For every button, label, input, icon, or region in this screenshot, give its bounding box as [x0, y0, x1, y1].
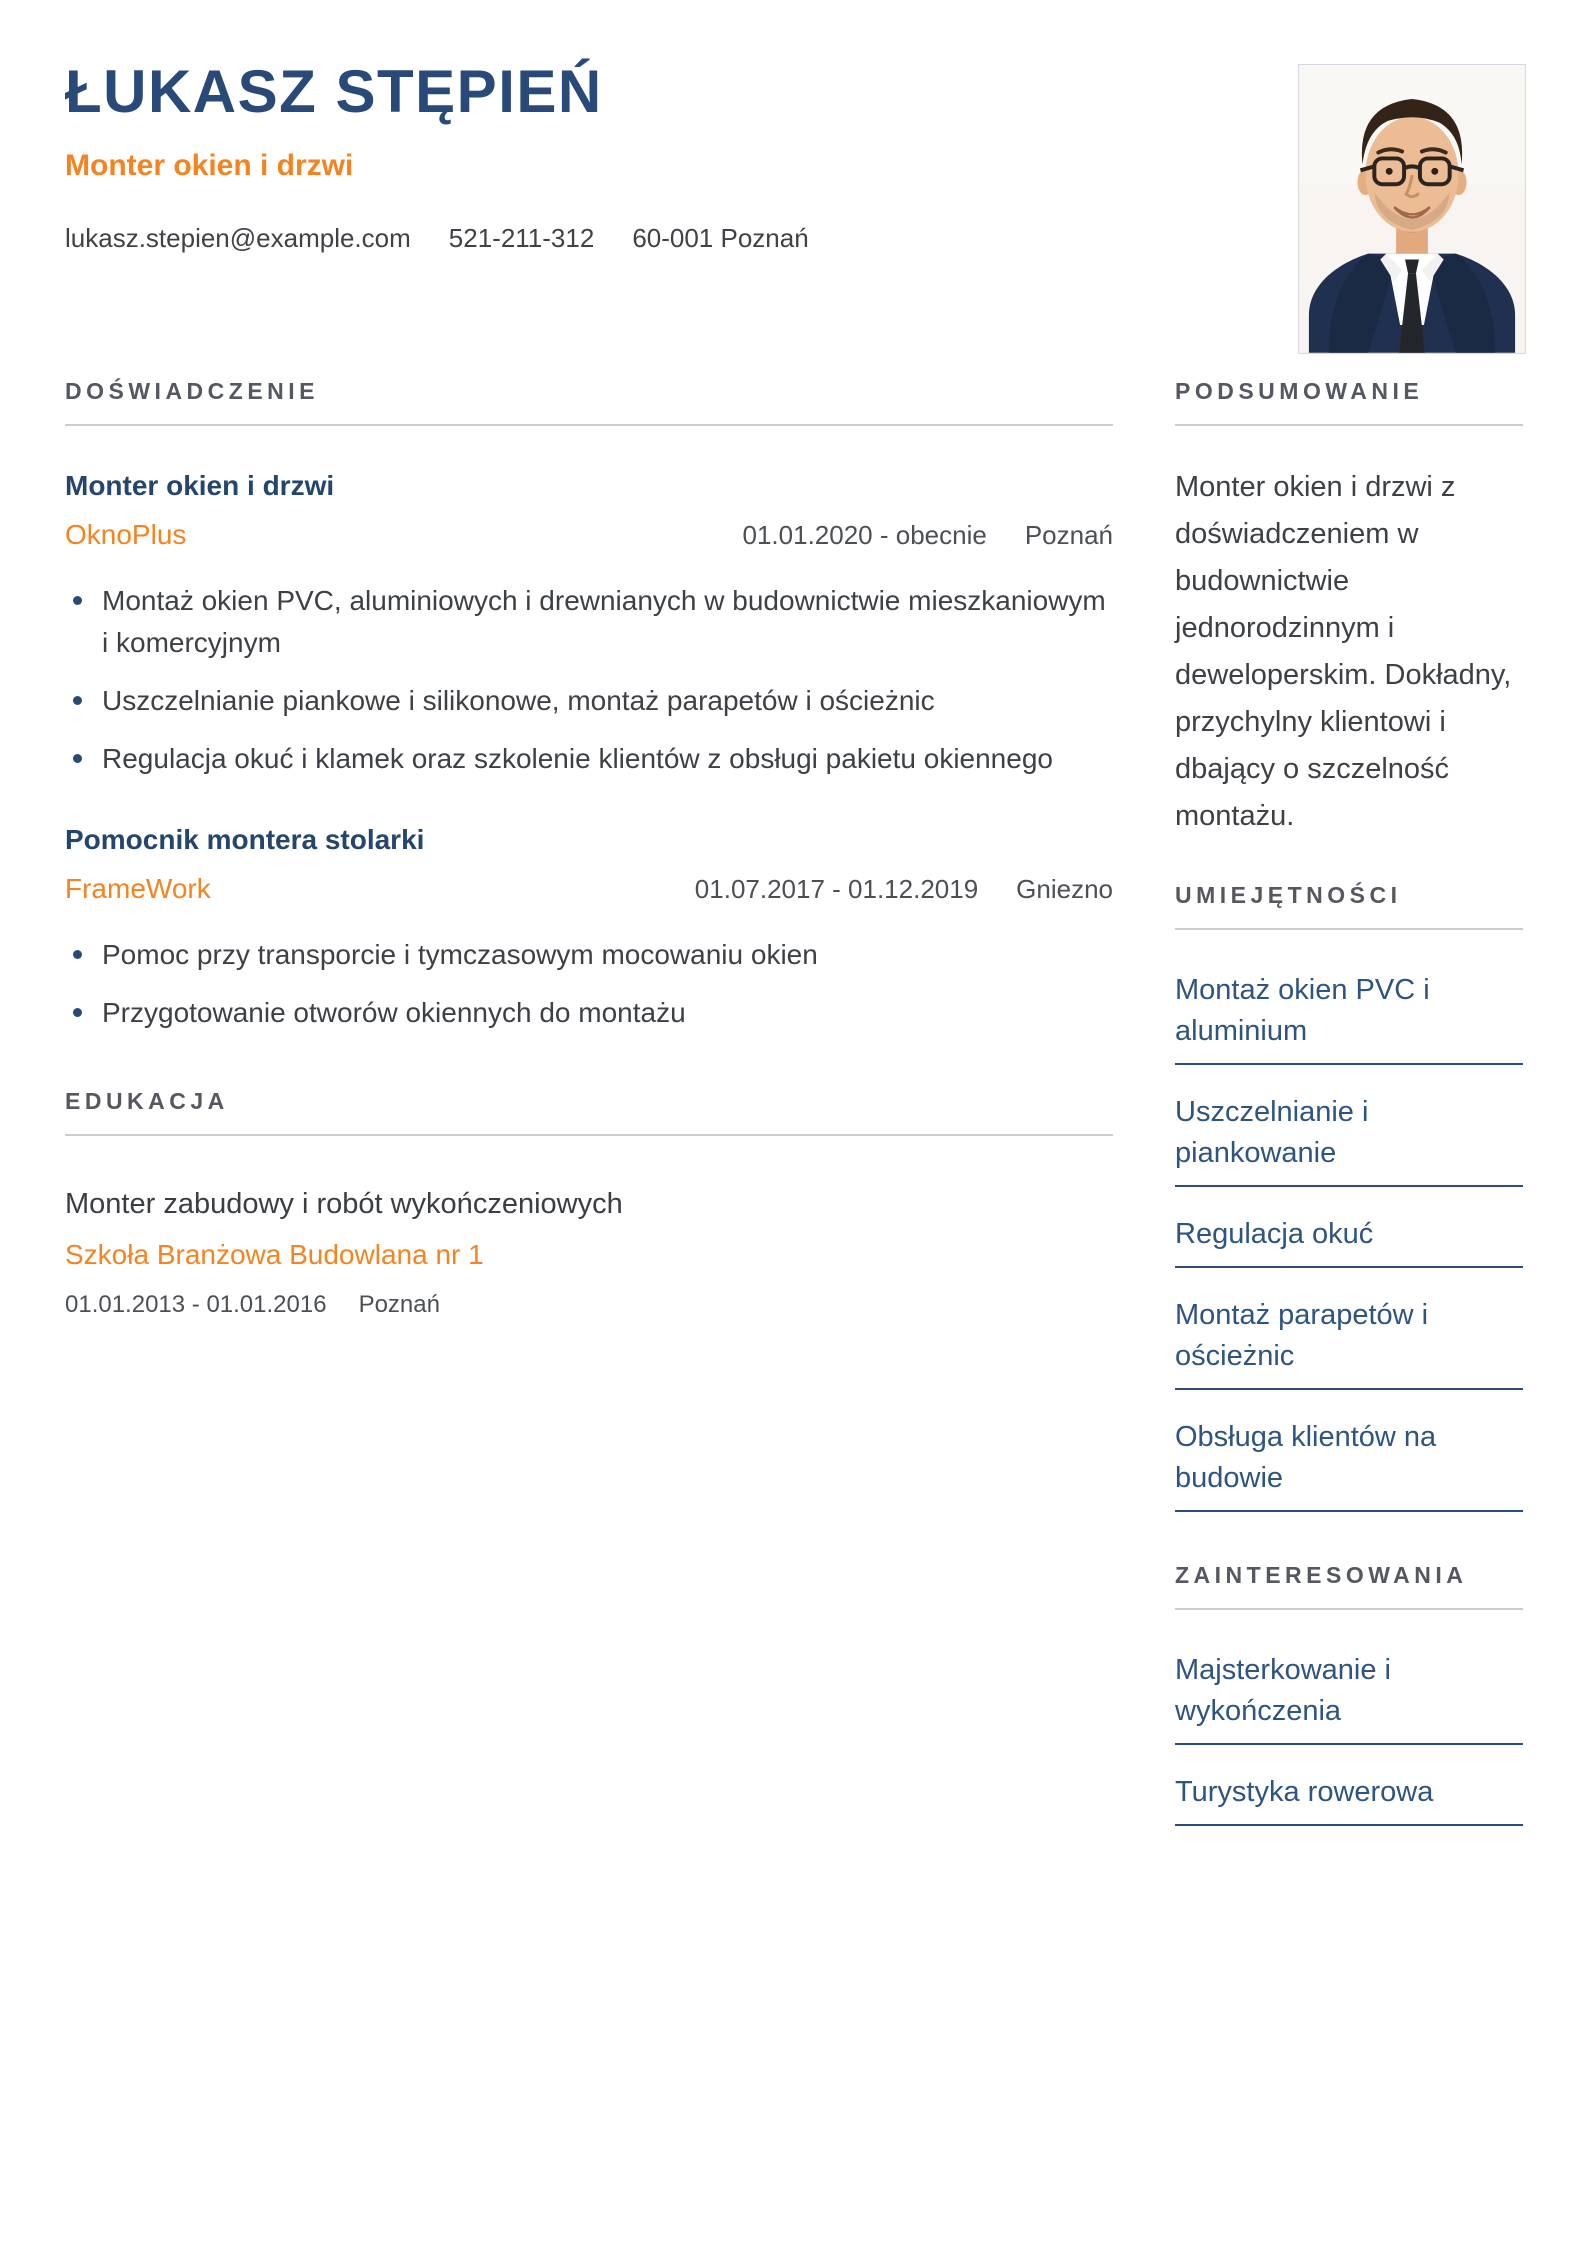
- job-entry: [65, 824, 1113, 1034]
- job-title: Pomocnik montera stolarki: [65, 824, 425, 855]
- skill-item: Montaż okien PVC i aluminium: [1175, 970, 1523, 1065]
- company-name: FrameWork: [65, 873, 211, 904]
- bullet-item: Regulacja okuć i klamek oraz szkolenie klientów z obsługi pakietu okiennego: [65, 738, 1113, 780]
- interest-item: Majsterkowanie i wykończenia: [1175, 1650, 1523, 1745]
- education-meta: [65, 1291, 1113, 1319]
- skill-item: Uszczelnianie i piankowanie: [1175, 1092, 1523, 1187]
- summary-text: Monter okien i drzwi z doświadczeniem w budownictwie jednorodzinnym i deweloperskim. Dokładny, przychylny klientowi i dbający o szczelność montażu.: [1175, 471, 1512, 832]
- job-meta-right: [743, 520, 1114, 551]
- education-section: [65, 1088, 1113, 1319]
- skill-item: Obsługa klientów na budowie: [1175, 1417, 1523, 1512]
- bullet-item: Uszczelnianie piankowe i silikonowe, montaż parapetów i ościeżnic: [65, 680, 1113, 722]
- job-title: Monter okien i drzwi: [65, 470, 335, 501]
- bullet-item: Montaż okien PVC, aluminiowych i drewnianych w budownictwie mieszkaniowym i komercyjnym: [65, 580, 1113, 664]
- interest-list: [1175, 1650, 1523, 1826]
- job-location: Gniezno: [1016, 874, 1113, 904]
- education-degree: Monter zabudowy i robót wykończeniowych: [65, 1188, 623, 1220]
- summary-heading: PODSUMOWANIE: [1175, 378, 1523, 426]
- interests-heading: ZAINTERESOWANIA: [1175, 1562, 1523, 1610]
- contact-location: 60-001 Poznań: [632, 223, 809, 253]
- education-location: Poznań: [358, 1291, 440, 1318]
- education-heading: EDUKACJA: [65, 1088, 1113, 1136]
- job-meta-right: [695, 874, 1113, 905]
- education-dates: 01.01.2013 - 01.01.2016: [65, 1291, 327, 1318]
- main-columns: [65, 378, 1523, 1826]
- contact-phone: 521-211-312: [448, 223, 595, 253]
- experience-heading: DOŚWIADCZENIE: [65, 378, 1113, 426]
- job-dates: 01.01.2020 - obecnie: [742, 520, 987, 550]
- skill-list: [1175, 970, 1523, 1512]
- job-dates: 01.07.2017 - 01.12.2019: [694, 874, 979, 904]
- candidate-title: Monter okien i drzwi: [65, 149, 354, 182]
- education-school: Szkoła Branżowa Budowlana nr 1: [65, 1239, 484, 1270]
- skills-section: [1175, 882, 1523, 1512]
- bullet-item: Pomoc przy transporcie i tymczasowym mocowaniu okien: [65, 934, 1113, 976]
- contact-email: lukasz.stepien@example.com: [65, 223, 411, 253]
- job-meta: [65, 873, 1113, 905]
- right-column: [1175, 378, 1523, 1826]
- profile-photo: [1298, 64, 1526, 354]
- bullet-item: Przygotowanie otworów okiennych do montażu: [65, 992, 1113, 1034]
- job-bullet-list: [65, 580, 1113, 780]
- interests-section: [1175, 1562, 1523, 1826]
- profile-photo-illustration: [1299, 65, 1525, 353]
- left-column: [65, 378, 1113, 1826]
- company-name: OknoPlus: [65, 519, 187, 550]
- job-meta: [65, 519, 1113, 551]
- interest-item: Turystyka rowerowa: [1175, 1772, 1523, 1826]
- experience-section: [65, 378, 1113, 1034]
- skills-heading: UMIEJĘTNOŚCI: [1175, 882, 1523, 930]
- job-entry: [65, 470, 1113, 780]
- skill-item: Montaż parapetów i ościeżnic: [1175, 1295, 1523, 1390]
- job-bullet-list: [65, 934, 1113, 1034]
- skill-item: Regulacja okuć: [1175, 1214, 1523, 1268]
- job-location: Poznań: [1024, 520, 1113, 550]
- candidate-name: ŁUKASZ STĘPIEŃ: [65, 58, 603, 125]
- summary-section: [1175, 378, 1523, 840]
